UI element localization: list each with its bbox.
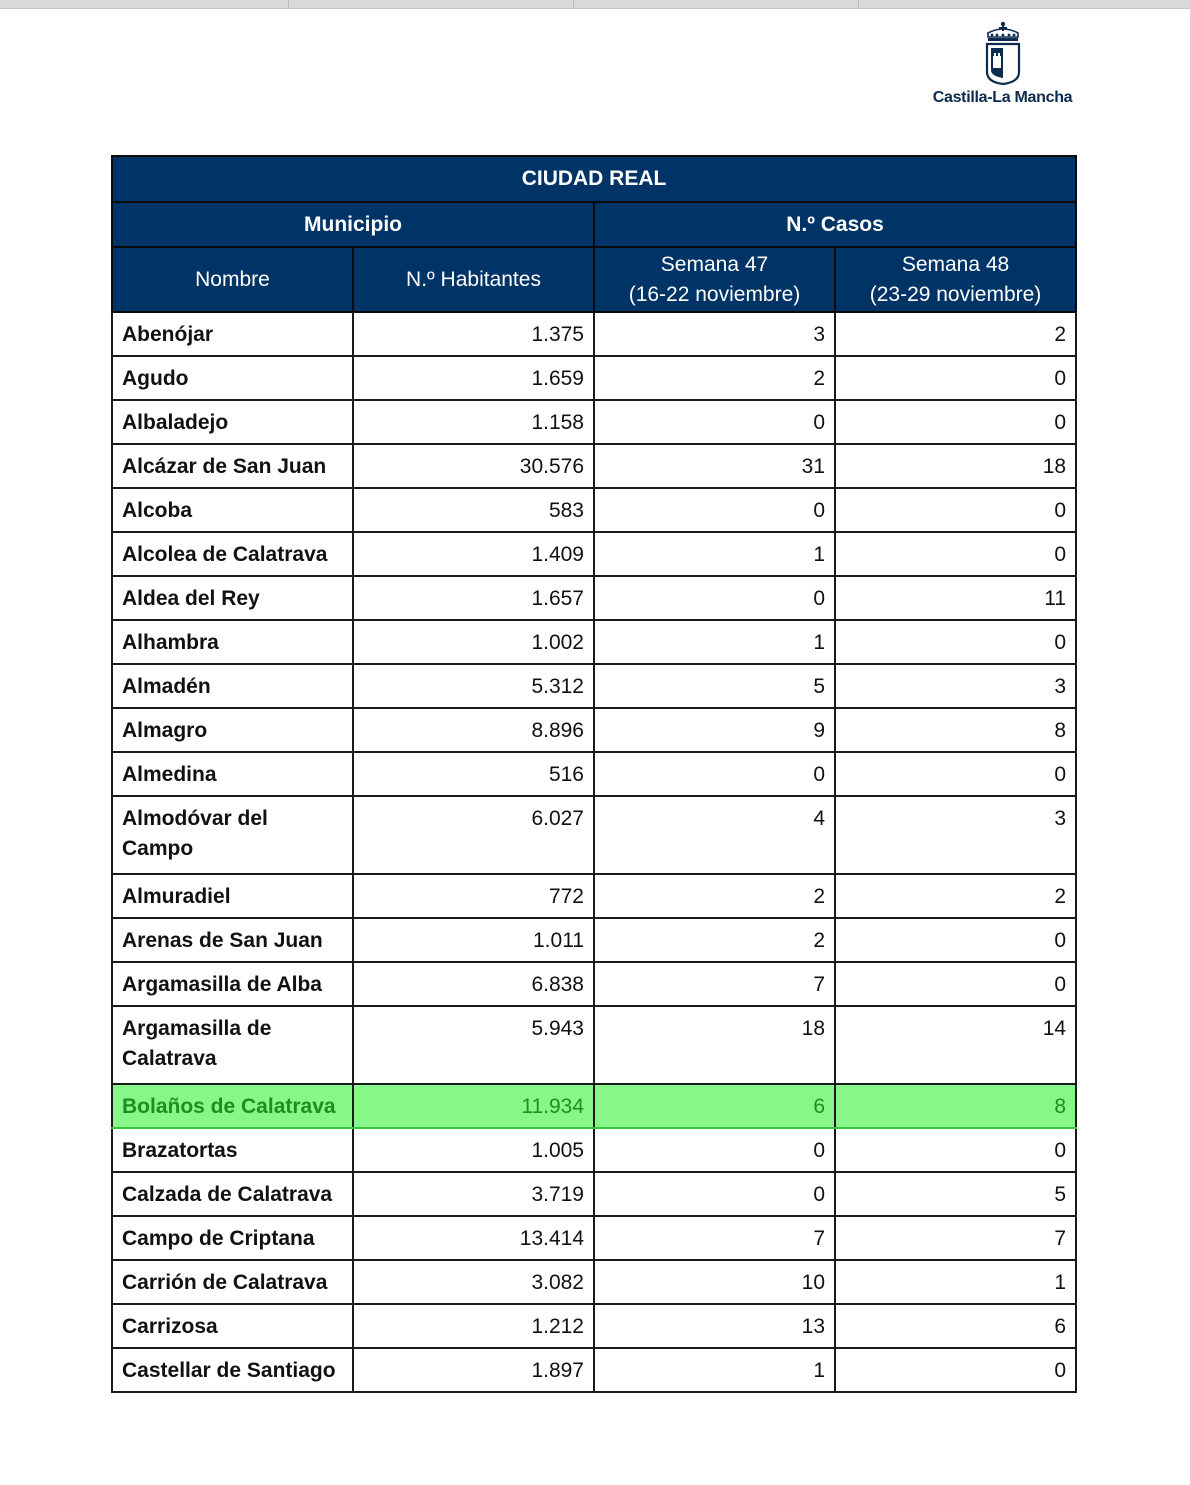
- habitantes-cell: 13.414: [353, 1216, 594, 1260]
- semana-47-dates: (16-22 noviembre): [628, 282, 801, 306]
- semana-48-cases-cell: 1: [835, 1260, 1076, 1304]
- municipio-name-cell: Calzada de Calatrava: [112, 1172, 353, 1216]
- table-row: [112, 708, 1076, 752]
- column-header-nombre: Nombre: [112, 247, 353, 312]
- semana-48-cases-cell: 8: [835, 708, 1076, 752]
- semana-48-cases-cell: 7: [835, 1216, 1076, 1260]
- table-row: [112, 752, 1076, 796]
- habitantes-cell: 1.659: [353, 356, 594, 400]
- semana-47-label: Semana 47: [660, 252, 769, 276]
- semana-48-cases-cell: 0: [835, 1348, 1076, 1392]
- logo-text: Castilla-La Mancha: [932, 89, 1073, 106]
- table-row: [112, 664, 1076, 708]
- semana-47-cases-cell: 2: [594, 356, 835, 400]
- habitantes-cell: 5.312: [353, 664, 594, 708]
- column-header-semana-47: [594, 247, 835, 312]
- semana-47-cases-cell: 0: [594, 752, 835, 796]
- table-row: [112, 1084, 1076, 1128]
- municipio-name-cell: Abenójar: [112, 312, 353, 356]
- municipio-name-cell: Alhambra: [112, 620, 353, 664]
- municipio-name-cell: Alcázar de San Juan: [112, 444, 353, 488]
- table-body: [112, 312, 1076, 1392]
- semana-47-cases-cell: 1: [594, 532, 835, 576]
- table-row: [112, 356, 1076, 400]
- municipio-name-cell: Bolaños de Calatrava: [112, 1084, 353, 1128]
- municipio-name-cell: Almadén: [112, 664, 353, 708]
- table-title: CIUDAD REAL: [112, 156, 1076, 202]
- group-header-casos: N.º Casos: [594, 202, 1076, 247]
- semana-48-cases-cell: 3: [835, 796, 1076, 874]
- habitantes-cell: 1.409: [353, 532, 594, 576]
- table-row: [112, 1128, 1076, 1172]
- habitantes-cell: 5.943: [353, 1006, 594, 1084]
- tab-divider: [288, 0, 289, 8]
- semana-47-cases-cell: 1: [594, 620, 835, 664]
- habitantes-cell: 516: [353, 752, 594, 796]
- semana-48-cases-cell: 2: [835, 312, 1076, 356]
- semana-47-cases-cell: 0: [594, 1172, 835, 1216]
- table-row: [112, 400, 1076, 444]
- municipio-name-cell: Carrión de Calatrava: [112, 1260, 353, 1304]
- semana-48-cases-cell: 18: [835, 444, 1076, 488]
- semana-47-cases-cell: 4: [594, 796, 835, 874]
- habitantes-cell: 1.005: [353, 1128, 594, 1172]
- table-row: [112, 1260, 1076, 1304]
- semana-47-cases-cell: 0: [594, 1128, 835, 1172]
- semana-47-cases-cell: 2: [594, 918, 835, 962]
- municipio-name-cell: Argamasilla de Calatrava: [112, 1006, 353, 1084]
- semana-47-cases-cell: 2: [594, 874, 835, 918]
- habitantes-cell: 3.082: [353, 1260, 594, 1304]
- semana-48-label: Semana 48: [901, 252, 1010, 276]
- group-header-municipio: Municipio: [112, 202, 594, 247]
- municipio-name-cell: Carrizosa: [112, 1304, 353, 1348]
- semana-48-cases-cell: 14: [835, 1006, 1076, 1084]
- municipio-name-cell: Brazatortas: [112, 1128, 353, 1172]
- semana-48-cases-cell: 2: [835, 874, 1076, 918]
- semana-47-cases-cell: 0: [594, 488, 835, 532]
- habitantes-cell: 1.011: [353, 918, 594, 962]
- habitantes-cell: 3.719: [353, 1172, 594, 1216]
- semana-47-cases-cell: 0: [594, 400, 835, 444]
- table-row: [112, 620, 1076, 664]
- semana-48-cases-cell: 8: [835, 1084, 1076, 1128]
- column-header-habitantes: N.º Habitantes: [353, 247, 594, 312]
- table-row: [112, 1006, 1076, 1084]
- semana-48-cases-cell: 0: [835, 1128, 1076, 1172]
- municipio-name-cell: Campo de Criptana: [112, 1216, 353, 1260]
- semana-47-cases-cell: 31: [594, 444, 835, 488]
- municipio-name-cell: Alcoba: [112, 488, 353, 532]
- table-row: [112, 1172, 1076, 1216]
- semana-48-cases-cell: 0: [835, 752, 1076, 796]
- municipio-name-cell: Almuradiel: [112, 874, 353, 918]
- semana-47-cases-cell: 5: [594, 664, 835, 708]
- habitantes-cell: 1.657: [353, 576, 594, 620]
- municipio-name-cell: Arenas de San Juan: [112, 918, 353, 962]
- semana-48-dates: (23-29 noviembre): [869, 282, 1042, 306]
- semana-47-cases-cell: 7: [594, 1216, 835, 1260]
- semana-48-cases-cell: 3: [835, 664, 1076, 708]
- habitantes-cell: 1.002: [353, 620, 594, 664]
- table-row: [112, 532, 1076, 576]
- semana-48-cases-cell: 0: [835, 356, 1076, 400]
- municipio-name-cell: Aldea del Rey: [112, 576, 353, 620]
- table-row: [112, 874, 1076, 918]
- tab-divider: [858, 0, 859, 8]
- semana-48-cases-cell: 0: [835, 620, 1076, 664]
- table-row: [112, 962, 1076, 1006]
- habitantes-cell: 30.576: [353, 444, 594, 488]
- semana-47-cases-cell: 1: [594, 1348, 835, 1392]
- municipio-name-cell: Albaladejo: [112, 400, 353, 444]
- browser-top-strip: [0, 0, 1190, 9]
- habitantes-cell: 8.896: [353, 708, 594, 752]
- habitantes-cell: 6.027: [353, 796, 594, 874]
- semana-47-cases-cell: 6: [594, 1084, 835, 1128]
- semana-48-cases-cell: 0: [835, 918, 1076, 962]
- castilla-la-mancha-logo: [925, 20, 1080, 115]
- table-row: [112, 1304, 1076, 1348]
- habitantes-cell: 1.897: [353, 1348, 594, 1392]
- table-row: [112, 796, 1076, 874]
- habitantes-cell: 11.934: [353, 1084, 594, 1128]
- semana-48-cases-cell: 0: [835, 400, 1076, 444]
- municipio-name-cell: Argamasilla de Alba: [112, 962, 353, 1006]
- crown-castle-icon: [983, 20, 1023, 86]
- semana-47-cases-cell: 13: [594, 1304, 835, 1348]
- table-row: [112, 1348, 1076, 1392]
- table-row: [112, 1216, 1076, 1260]
- table-row: [112, 312, 1076, 356]
- habitantes-cell: 1.212: [353, 1304, 594, 1348]
- municipio-name-cell: Almodóvar del Campo: [112, 796, 353, 874]
- municipio-name-cell: Almagro: [112, 708, 353, 752]
- habitantes-cell: 583: [353, 488, 594, 532]
- habitantes-cell: 6.838: [353, 962, 594, 1006]
- table-row: [112, 488, 1076, 532]
- table-row: [112, 444, 1076, 488]
- table-row: [112, 576, 1076, 620]
- column-header-semana-48: [835, 247, 1076, 312]
- habitantes-cell: 772: [353, 874, 594, 918]
- habitantes-cell: 1.158: [353, 400, 594, 444]
- semana-47-cases-cell: 10: [594, 1260, 835, 1304]
- semana-47-cases-cell: 0: [594, 576, 835, 620]
- municipio-name-cell: Alcolea de Calatrava: [112, 532, 353, 576]
- semana-48-cases-cell: 0: [835, 488, 1076, 532]
- semana-48-cases-cell: 0: [835, 532, 1076, 576]
- tab-divider: [573, 0, 574, 8]
- municipio-name-cell: Almedina: [112, 752, 353, 796]
- municipio-name-cell: Castellar de Santiago: [112, 1348, 353, 1392]
- semana-48-cases-cell: 11: [835, 576, 1076, 620]
- municipio-name-cell: Agudo: [112, 356, 353, 400]
- semana-47-cases-cell: 3: [594, 312, 835, 356]
- semana-47-cases-cell: 18: [594, 1006, 835, 1084]
- semana-48-cases-cell: 6: [835, 1304, 1076, 1348]
- semana-47-cases-cell: 7: [594, 962, 835, 1006]
- semana-48-cases-cell: 5: [835, 1172, 1076, 1216]
- semana-48-cases-cell: 0: [835, 962, 1076, 1006]
- habitantes-cell: 1.375: [353, 312, 594, 356]
- semana-47-cases-cell: 9: [594, 708, 835, 752]
- table-row: [112, 918, 1076, 962]
- cases-table: [111, 155, 1077, 1393]
